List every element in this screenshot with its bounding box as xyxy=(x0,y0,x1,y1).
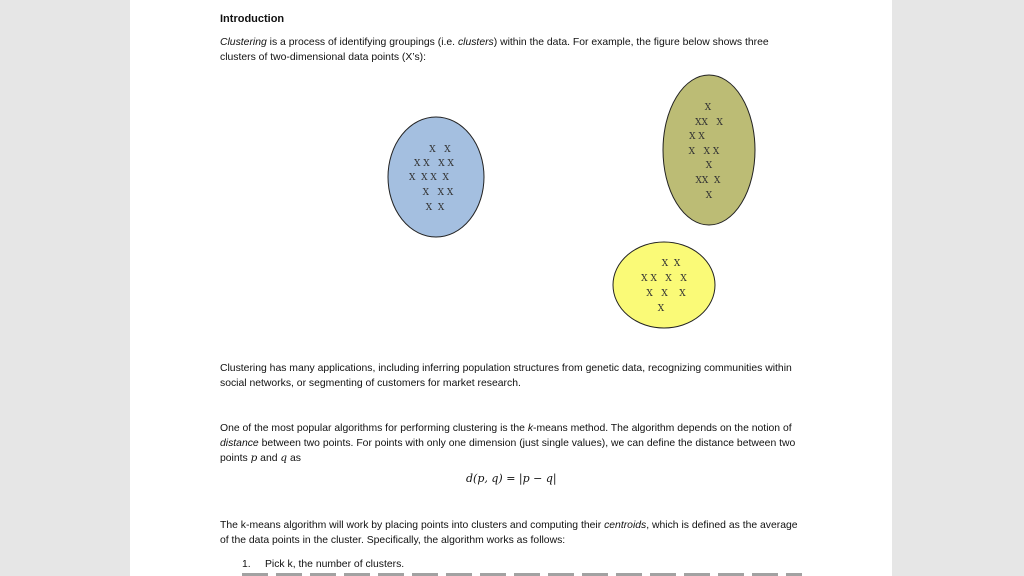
blue-points-row: X X X X xyxy=(409,173,449,183)
algorithm-step xyxy=(242,557,404,572)
olive-points-row: X xyxy=(704,103,712,113)
cluster-olive xyxy=(663,75,755,225)
intro-paragraph: Clustering is a process of identifying groupings (i.e. clusters) within the data. For example, the figure below shows three clusters of two-dimensional data points (X’s): xyxy=(220,37,769,63)
olive-points-row: X xyxy=(705,161,713,171)
kmeans-intro-paragraph: One of the most popular algorithms for performing clustering is the k-means method. The algorithm depends on the notion of distance between two points. For points with only one dimension (just single values), we can define the distance between two points p and q as xyxy=(220,423,796,464)
blue-points-row: X X X xyxy=(422,188,454,198)
k-term: k xyxy=(527,423,534,434)
distance-term: distance xyxy=(220,438,259,449)
cluster-figure xyxy=(380,70,770,330)
yellow-points-row: X X X X xyxy=(641,274,687,284)
cluster-yellow-ellipse xyxy=(613,242,715,328)
olive-points-row: XX X xyxy=(695,118,723,128)
olive-points-row: X X X xyxy=(688,147,720,157)
q-variable: q xyxy=(280,452,288,464)
olive-points-row: X X xyxy=(689,132,705,142)
blue-points-row: X X xyxy=(425,203,445,213)
clustering-term: Clustering xyxy=(220,37,267,48)
yellow-points-row: X xyxy=(657,304,665,314)
yellow-points-row: X X X xyxy=(646,289,686,299)
cluster-yellow xyxy=(613,242,715,328)
document-page xyxy=(130,0,892,576)
olive-points-row: X xyxy=(705,191,713,201)
yellow-points-row: X X xyxy=(661,259,681,269)
applications-paragraph: Clustering has many applications, including inferring population structures from genetic data, recognizing communities within social networks, or segmenting of customers for market research. xyxy=(220,363,792,389)
cluster-blue xyxy=(388,117,484,237)
clusters-term: clusters xyxy=(457,37,494,48)
step-number: 1. xyxy=(242,559,251,570)
distance-formula: d(p, q) = |p − q| xyxy=(466,472,557,485)
blue-points-row: X X xyxy=(429,145,451,155)
step-text: Pick k, the number of clusters. xyxy=(265,559,405,570)
blue-points-row: X X X X xyxy=(414,159,454,169)
section-heading: Introduction xyxy=(220,13,285,25)
olive-points-row: XX X xyxy=(695,176,721,186)
p-variable: p xyxy=(250,452,258,464)
centroids-term: centroids xyxy=(604,520,647,531)
algorithm-intro-paragraph: The k-means algorithm will work by placing points into clusters and computing their centroids, which is defined as the average of the data points in the cluster. Specifically, the algorithm works as follows: xyxy=(220,520,798,546)
